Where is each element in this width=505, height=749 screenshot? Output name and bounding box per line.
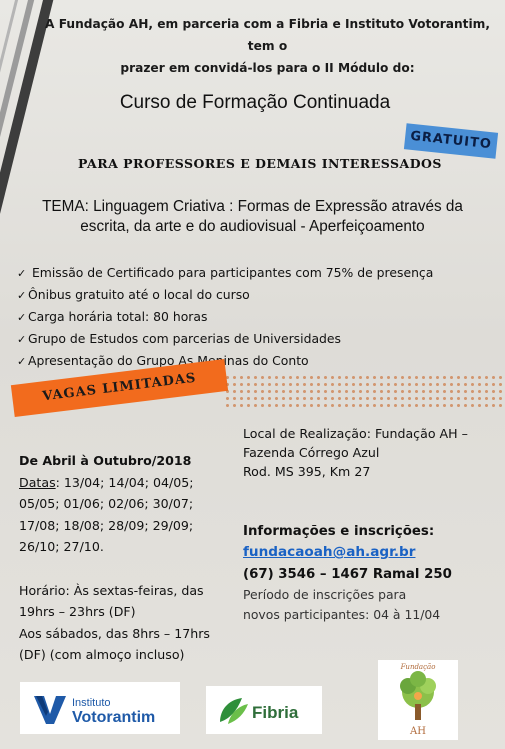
check-icon: ✓ <box>17 267 27 280</box>
schedule-hours-line: (DF) (com almoço incluso) <box>19 647 185 662</box>
fundacao-ah-logo <box>378 660 458 740</box>
svg-text:Votorantim: Votorantim <box>72 709 156 726</box>
theme-text <box>5 197 500 237</box>
location-line-3: Rod. MS 395, Km 27 <box>243 464 371 479</box>
registration-period-line-2: novos participantes: 04 à 11/04 <box>243 607 441 622</box>
schedule-dates-line: 17/08; 18/08; 28/09; 29/09; <box>19 517 194 533</box>
email-link[interactable]: fundacaoah@ah.agr.br <box>243 544 416 560</box>
benefit-item: ✓ Grupo de Estudos com parcerias de Universidades <box>17 328 502 350</box>
fibria-logo <box>206 686 322 734</box>
fundacao-ah-logo-mark <box>378 660 458 740</box>
check-icon: ✓ <box>17 289 27 302</box>
fibria-logo-mark <box>206 686 322 734</box>
theme-line-1: TEMA: Linguagem Criativa : Formas de Expressão através da <box>42 198 463 215</box>
schedule-hours-line: Horário: Às sextas-feiras, das <box>19 582 204 598</box>
decorative-dots <box>224 374 504 408</box>
svg-text:Instituto: Instituto <box>72 697 111 709</box>
check-icon: ✓ <box>17 311 27 324</box>
benefit-item: ✓ Ônibus gratuito até o local do curso <box>17 284 502 306</box>
intro-line-1: A Fundação AH, em parceria com a Fibria e Instituto Votorantim, tem o <box>45 17 490 53</box>
dates-label: Datas <box>19 474 56 490</box>
votorantim-logo-mark <box>20 682 180 734</box>
limited-spots-banner: VAGAS LIMITADAS <box>11 359 228 417</box>
schedule-period: De Abril à Outubro/2018 <box>19 453 192 468</box>
check-icon: ✓ <box>17 355 27 368</box>
phone-number: (67) 3546 – 1467 Ramal 250 <box>243 567 452 582</box>
intro-text <box>40 13 495 79</box>
svg-text:Fundação: Fundação <box>400 663 436 671</box>
course-title: Curso de Formação Continuada <box>119 92 391 113</box>
schedule-hours-line: 19hrs – 23hrs (DF) <box>19 604 136 619</box>
registration-period-line-1: Período de inscrições para <box>243 587 407 602</box>
svg-text:Fibria: Fibria <box>252 703 299 722</box>
benefit-item: ✓ Emissão de Certificado para participantes com 75% de presença <box>17 262 502 284</box>
location-line-1: Local de Realização: Fundação AH – <box>243 426 468 441</box>
votorantim-logo <box>20 682 180 734</box>
location-line-2: Fazenda Córrego Azul <box>243 445 380 460</box>
schedule-dates-line: 26/10; 27/10. <box>19 539 104 554</box>
schedule-block <box>19 450 234 666</box>
check-icon: ✓ <box>17 333 27 346</box>
audience-subtitle: PARA PROFESSORES E DEMAIS INTERESSADOS <box>78 156 442 171</box>
schedule-dates-line: Datas: 13/04; 14/04; 04/05; <box>19 474 194 490</box>
info-title: Informações e inscrições: <box>243 524 435 539</box>
svg-text:AH: AH <box>410 726 426 737</box>
schedule-hours-line: Aos sábados, das 8hrs – 17hrs <box>19 625 210 641</box>
benefits-list <box>17 262 502 372</box>
location-info-block <box>243 424 505 624</box>
intro-line-2: prazer em convidá-los para o II Módulo do: <box>120 61 415 75</box>
schedule-dates-line: 05/05; 01/06; 02/06; 30/07; <box>19 496 194 511</box>
gratuito-badge: GRATUITO <box>404 123 498 158</box>
benefit-item: ✓ Carga horária total: 80 horas <box>17 306 502 328</box>
benefit-item: ✓ Apresentação do Grupo As Meninas do Conto <box>17 350 502 372</box>
theme-line-2: escrita, da arte e do audiovisual - Aperfeiçoamento <box>80 218 425 235</box>
